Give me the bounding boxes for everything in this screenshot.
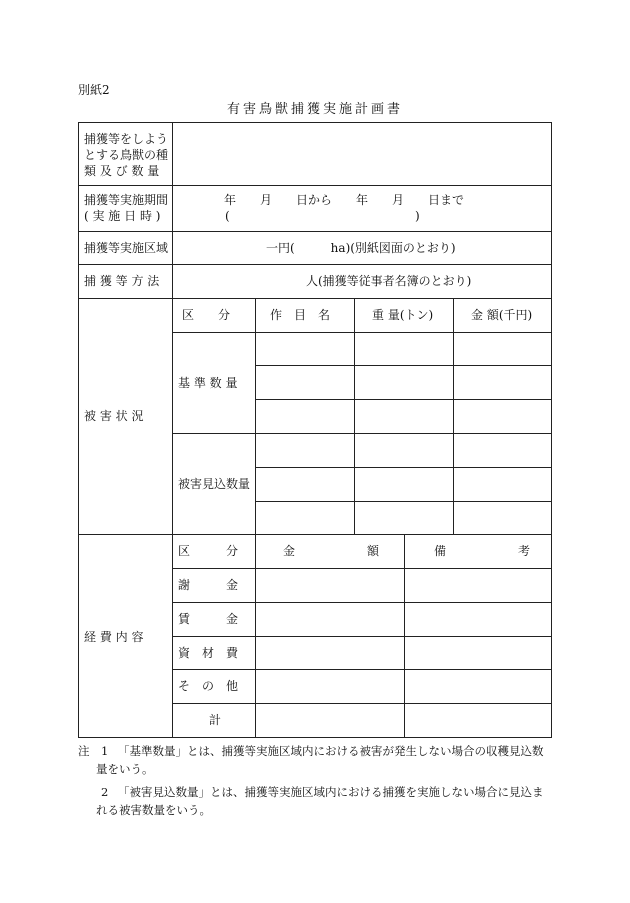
target-label-line2: とする鳥獣の種 — [84, 148, 169, 162]
period-label-line1: 捕獲等実施期間 — [84, 193, 169, 207]
damage-group-baseline: 基 準 数 量 — [178, 376, 238, 390]
note-2-line2: れる被害数量をいう。 — [96, 803, 211, 817]
target-label-line1: 捕獲等をしよう — [84, 132, 169, 146]
document-title: 有害鳥獣捕獲実施計画書 — [226, 102, 403, 117]
area-label: 捕獲等実施区域 — [84, 241, 169, 255]
note-1-line1: 「基準数量」とは、捕獲等実施区域内における被害が発生しない場合の収穫見込数 — [118, 744, 544, 758]
period-paren-close: ) — [415, 209, 420, 223]
attachment-label: 別紙2 — [78, 83, 110, 97]
expense-item-total: 計 — [209, 713, 222, 727]
method-value[interactable]: 人(捕獲等従事者名簿のとおり) — [306, 274, 472, 288]
expense-header-remarks: 備 考 — [434, 544, 531, 558]
period-value[interactable]: 年 月 日から 年 月 日まで — [224, 193, 465, 207]
note-2-number: 2 — [101, 785, 109, 799]
damage-header-crop: 作 目 名 — [270, 308, 331, 322]
expense-item-wages: 賃 金 — [178, 612, 239, 626]
damage-header-category: 区 分 — [182, 308, 231, 322]
plan-form-table — [78, 122, 552, 738]
damage-label: 被 害 状 況 — [84, 409, 144, 423]
note-1-line2: 量をいう。 — [96, 762, 154, 776]
expense-item-other: そ の 他 — [178, 679, 239, 693]
method-label: 捕 獲 等 方 法 — [84, 274, 160, 288]
damage-group-expected: 被害見込数量 — [178, 477, 251, 491]
period-paren-open: ( — [225, 209, 230, 223]
expense-item-materials: 資 材 費 — [178, 646, 239, 660]
target-value-field[interactable] — [174, 124, 550, 184]
note-2-line1: 「被害見込数量」とは、捕獲等実施区域内における捕獲を実施しない場合に見込ま — [118, 785, 544, 799]
expense-label: 経 費 内 容 — [84, 630, 144, 644]
expense-header-amount: 金 額 — [283, 544, 380, 558]
note-1-number: 注 1 — [78, 744, 109, 758]
area-value[interactable]: 一円( ha)(別紙図面のとおり) — [266, 241, 456, 255]
period-label-line2: ( 実 施 日 時 ) — [84, 209, 161, 223]
damage-header-weight: 重 量(トン) — [372, 308, 434, 322]
expense-item-reward: 謝 金 — [178, 578, 239, 592]
damage-header-amount: 金 額(千円) — [471, 308, 533, 322]
target-label-line3: 類 及 び 数 量 — [84, 164, 160, 178]
expense-header-category: 区 分 — [178, 544, 239, 558]
